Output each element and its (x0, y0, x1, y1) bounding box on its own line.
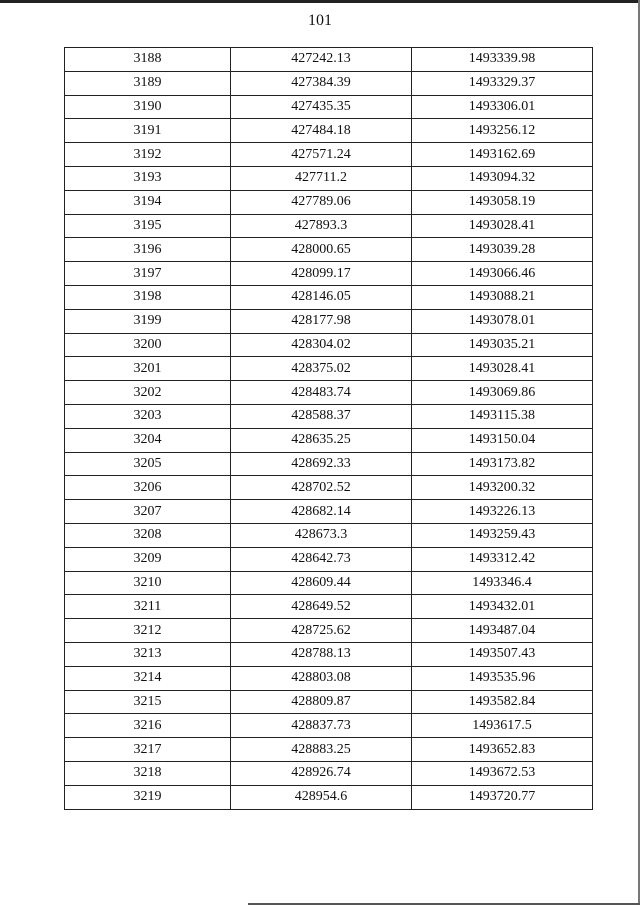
y-coordinate-cell: 1493028.41 (412, 214, 593, 238)
point-number-cell: 3193 (65, 166, 231, 190)
point-number-cell: 3203 (65, 404, 231, 428)
table-row (65, 714, 593, 738)
y-coordinate-cell: 1493035.21 (412, 333, 593, 357)
table-row (65, 333, 593, 357)
x-coordinate-cell: 428304.02 (231, 333, 412, 357)
point-number-cell: 3206 (65, 476, 231, 500)
table-row (65, 262, 593, 286)
point-number-cell: 3189 (65, 71, 231, 95)
x-coordinate-cell: 428649.52 (231, 595, 412, 619)
table-row (65, 690, 593, 714)
x-coordinate-cell: 428375.02 (231, 357, 412, 381)
point-number-cell: 3198 (65, 285, 231, 309)
y-coordinate-cell: 1493582.84 (412, 690, 593, 714)
x-coordinate-cell: 428954.6 (231, 785, 412, 809)
y-coordinate-cell: 1493487.04 (412, 619, 593, 643)
table-row (65, 761, 593, 785)
y-coordinate-cell: 1493346.4 (412, 571, 593, 595)
y-coordinate-cell: 1493617.5 (412, 714, 593, 738)
point-number-cell: 3218 (65, 761, 231, 785)
y-coordinate-cell: 1493535.96 (412, 666, 593, 690)
point-number-cell: 3195 (65, 214, 231, 238)
x-coordinate-cell: 427384.39 (231, 71, 412, 95)
table-row (65, 642, 593, 666)
y-coordinate-cell: 1493150.04 (412, 428, 593, 452)
y-coordinate-cell: 1493069.86 (412, 381, 593, 405)
point-number-cell: 3192 (65, 143, 231, 167)
point-number-cell: 3191 (65, 119, 231, 143)
x-coordinate-cell: 428692.33 (231, 452, 412, 476)
x-coordinate-cell: 428788.13 (231, 642, 412, 666)
y-coordinate-cell: 1493672.53 (412, 761, 593, 785)
point-number-cell: 3213 (65, 642, 231, 666)
y-coordinate-cell: 1493312.42 (412, 547, 593, 571)
point-number-cell: 3194 (65, 190, 231, 214)
y-coordinate-cell: 1493507.43 (412, 642, 593, 666)
table-row (65, 357, 593, 381)
x-coordinate-cell: 428803.08 (231, 666, 412, 690)
table-row (65, 785, 593, 809)
x-coordinate-cell: 428837.73 (231, 714, 412, 738)
table-row (65, 143, 593, 167)
y-coordinate-cell: 1493058.19 (412, 190, 593, 214)
x-coordinate-cell: 428883.25 (231, 738, 412, 762)
y-coordinate-cell: 1493066.46 (412, 262, 593, 286)
x-coordinate-cell: 428483.74 (231, 381, 412, 405)
point-number-cell: 3196 (65, 238, 231, 262)
y-coordinate-cell: 1493432.01 (412, 595, 593, 619)
y-coordinate-cell: 1493329.37 (412, 71, 593, 95)
x-coordinate-cell: 428177.98 (231, 309, 412, 333)
y-coordinate-cell: 1493652.83 (412, 738, 593, 762)
table-row (65, 214, 593, 238)
table-row (65, 571, 593, 595)
coordinates-table (64, 47, 593, 810)
point-number-cell: 3199 (65, 309, 231, 333)
table-row (65, 738, 593, 762)
table-row (65, 523, 593, 547)
page-number: 101 (308, 12, 332, 29)
x-coordinate-cell: 427484.18 (231, 119, 412, 143)
y-coordinate-cell: 1493339.98 (412, 48, 593, 72)
point-number-cell: 3197 (65, 262, 231, 286)
table-row (65, 71, 593, 95)
y-coordinate-cell: 1493115.38 (412, 404, 593, 428)
y-coordinate-cell: 1493259.43 (412, 523, 593, 547)
point-number-cell: 3216 (65, 714, 231, 738)
x-coordinate-cell: 428926.74 (231, 761, 412, 785)
table-row (65, 595, 593, 619)
point-number-cell: 3215 (65, 690, 231, 714)
table-row (65, 547, 593, 571)
point-number-cell: 3204 (65, 428, 231, 452)
coordinates-table-body (65, 48, 593, 810)
point-number-cell: 3219 (65, 785, 231, 809)
x-coordinate-cell: 428635.25 (231, 428, 412, 452)
table-row (65, 381, 593, 405)
point-number-cell: 3212 (65, 619, 231, 643)
y-coordinate-cell: 1493028.41 (412, 357, 593, 381)
x-coordinate-cell: 427893.3 (231, 214, 412, 238)
y-coordinate-cell: 1493162.69 (412, 143, 593, 167)
x-coordinate-cell: 428809.87 (231, 690, 412, 714)
point-number-cell: 3217 (65, 738, 231, 762)
table-row (65, 666, 593, 690)
y-coordinate-cell: 1493173.82 (412, 452, 593, 476)
table-row (65, 95, 593, 119)
y-coordinate-cell: 1493306.01 (412, 95, 593, 119)
x-coordinate-cell: 428000.65 (231, 238, 412, 262)
x-coordinate-cell: 427435.35 (231, 95, 412, 119)
x-coordinate-cell: 428702.52 (231, 476, 412, 500)
point-number-cell: 3200 (65, 333, 231, 357)
point-number-cell: 3201 (65, 357, 231, 381)
x-coordinate-cell: 427242.13 (231, 48, 412, 72)
x-coordinate-cell: 428609.44 (231, 571, 412, 595)
table-row (65, 119, 593, 143)
table-row (65, 48, 593, 72)
y-coordinate-cell: 1493226.13 (412, 500, 593, 524)
table-row (65, 309, 593, 333)
y-coordinate-cell: 1493200.32 (412, 476, 593, 500)
scan-edge-top (0, 0, 640, 3)
x-coordinate-cell: 428673.3 (231, 523, 412, 547)
point-number-cell: 3211 (65, 595, 231, 619)
table-row (65, 428, 593, 452)
table-row (65, 476, 593, 500)
y-coordinate-cell: 1493256.12 (412, 119, 593, 143)
point-number-cell: 3202 (65, 381, 231, 405)
x-coordinate-cell: 428099.17 (231, 262, 412, 286)
table-row (65, 166, 593, 190)
x-coordinate-cell: 428725.62 (231, 619, 412, 643)
x-coordinate-cell: 428682.14 (231, 500, 412, 524)
y-coordinate-cell: 1493088.21 (412, 285, 593, 309)
point-number-cell: 3214 (65, 666, 231, 690)
table-row (65, 190, 593, 214)
table-row (65, 619, 593, 643)
point-number-cell: 3209 (65, 547, 231, 571)
x-coordinate-cell: 427711.2 (231, 166, 412, 190)
table-row (65, 452, 593, 476)
point-number-cell: 3210 (65, 571, 231, 595)
x-coordinate-cell: 428588.37 (231, 404, 412, 428)
point-number-cell: 3188 (65, 48, 231, 72)
x-coordinate-cell: 427789.06 (231, 190, 412, 214)
point-number-cell: 3205 (65, 452, 231, 476)
y-coordinate-cell: 1493039.28 (412, 238, 593, 262)
x-coordinate-cell: 428146.05 (231, 285, 412, 309)
table-row (65, 404, 593, 428)
x-coordinate-cell: 428642.73 (231, 547, 412, 571)
point-number-cell: 3208 (65, 523, 231, 547)
table-row (65, 500, 593, 524)
point-number-cell: 3190 (65, 95, 231, 119)
x-coordinate-cell: 427571.24 (231, 143, 412, 167)
y-coordinate-cell: 1493078.01 (412, 309, 593, 333)
table-row (65, 238, 593, 262)
y-coordinate-cell: 1493720.77 (412, 785, 593, 809)
table-row (65, 285, 593, 309)
y-coordinate-cell: 1493094.32 (412, 166, 593, 190)
point-number-cell: 3207 (65, 500, 231, 524)
